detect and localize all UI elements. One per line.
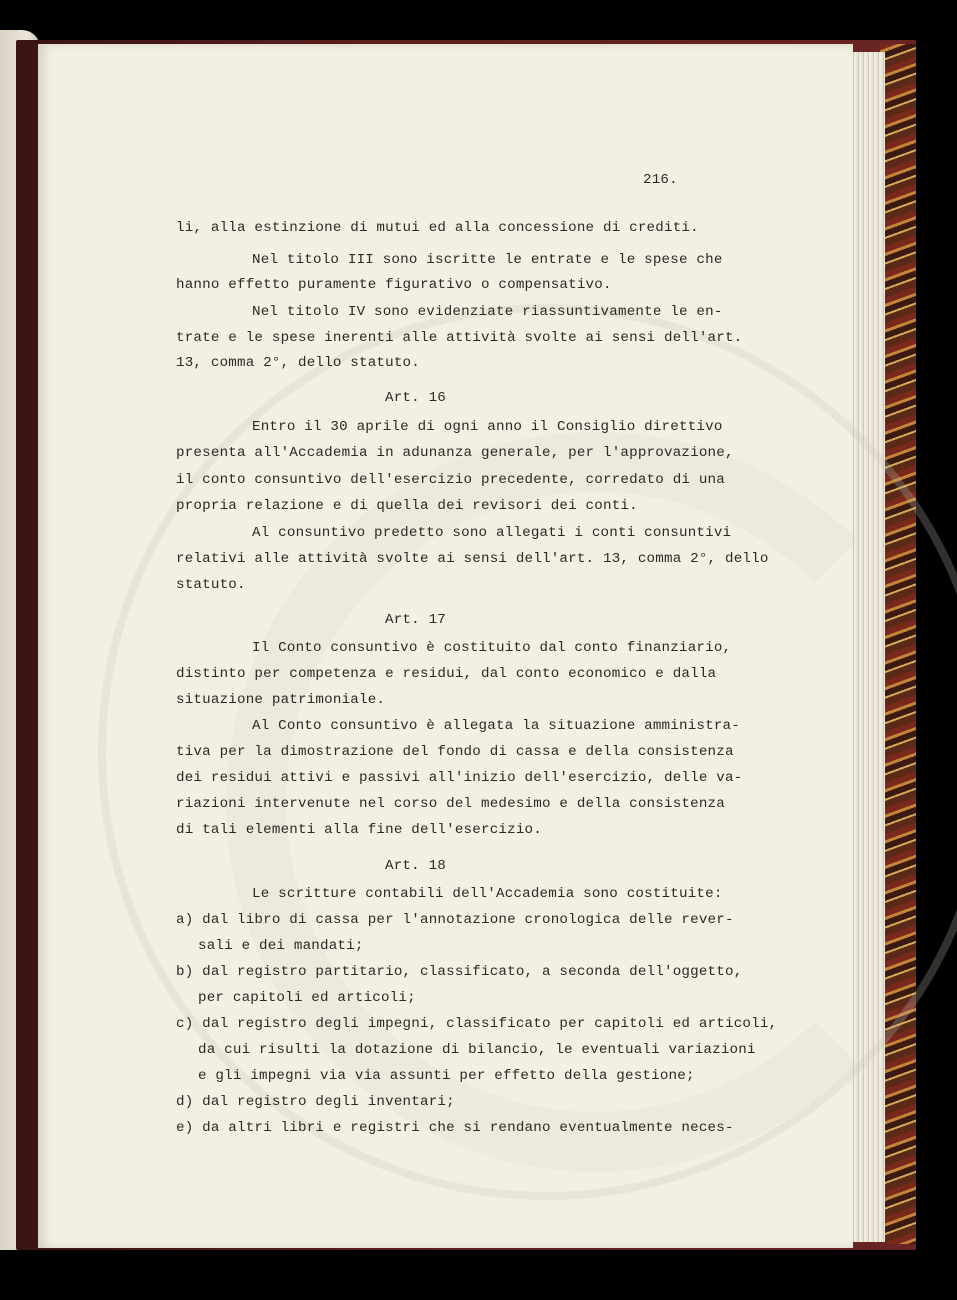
- text-line: Al consuntivo predetto sono allegati i conti consuntivi: [252, 525, 732, 541]
- article-heading: Art. 17: [385, 612, 446, 628]
- list-item-continuation: per capitoli ed articoli;: [198, 990, 416, 1006]
- text-line: hanno effetto puramente figurativo o compensativo.: [176, 277, 612, 293]
- list-item: c) dal registro degli impegni, classificato per capitoli ed articoli,: [176, 1016, 778, 1032]
- text-line: Le scritture contabili dell'Accademia sono costituite:: [252, 886, 723, 902]
- list-item-continuation: sali e dei mandati;: [198, 938, 364, 954]
- list-item: d) dal registro degli inventari;: [176, 1094, 455, 1110]
- list-item-continuation: e gli impegni via via assunti per effetto della gestione;: [198, 1068, 695, 1084]
- text-line: distinto per competenza e residui, dal conto economico e dalla: [176, 666, 717, 682]
- text-line: presenta all'Accademia in adunanza generale, per l'approvazione,: [176, 445, 734, 461]
- text-line: 13, comma 2°, dello statuto.: [176, 355, 420, 371]
- text-line: situazione patrimoniale.: [176, 692, 386, 708]
- list-item: b) dal registro partitario, classificato, a seconda dell'oggetto,: [176, 964, 743, 980]
- text-line: dei residui attivi e passivi all'inizio dell'esercizio, delle va-: [176, 770, 743, 786]
- text-line: relativi alle attività svolte ai sensi dell'art. 13, comma 2°, dello: [176, 551, 769, 567]
- document-page: [38, 44, 853, 1248]
- text-line: propria relazione e di quella dei revisori dei conti.: [176, 498, 638, 514]
- list-item-continuation: da cui risulti la dotazione di bilancio, le eventuali variazioni: [198, 1042, 756, 1058]
- text-line: li, alla estinzione di mutui ed alla concessione di crediti.: [176, 220, 699, 236]
- marbled-edge: [880, 44, 916, 1244]
- text-line: Entro il 30 aprile di ogni anno il Consiglio direttivo: [252, 419, 723, 435]
- text-line: di tali elementi alla fine dell'esercizio.: [176, 822, 542, 838]
- text-line: Al Conto consuntivo è allegata la situazione amministra-: [252, 718, 740, 734]
- text-line: riazioni intervenute nel corso del medesimo e della consistenza: [176, 796, 725, 812]
- text-line: Nel titolo IV sono evidenziate riassuntivamente le en-: [252, 304, 723, 320]
- text-line: tiva per la dimostrazione del fondo di cassa e della consistenza: [176, 744, 734, 760]
- list-item: e) da altri libri e registri che si rendano eventualmente neces-: [176, 1120, 734, 1136]
- text-line: trate e le spese inerenti alle attività svolte ai sensi dell'art.: [176, 330, 743, 346]
- article-heading: Art. 18: [385, 858, 446, 874]
- page-text: [38, 44, 853, 1248]
- article-heading: Art. 16: [385, 390, 446, 406]
- text-line: Il Conto consuntivo è costituito dal conto finanziario,: [252, 640, 732, 656]
- page-stack-edge: [850, 52, 885, 1242]
- page-number: 216.: [643, 172, 678, 188]
- text-line: statuto.: [176, 577, 246, 593]
- list-item: a) dal libro di cassa per l'annotazione cronologica delle rever-: [176, 912, 734, 928]
- text-line: Nel titolo III sono iscritte le entrate e le spese che: [252, 252, 723, 268]
- text-line: il conto consuntivo dell'esercizio precedente, corredato di una: [176, 472, 725, 488]
